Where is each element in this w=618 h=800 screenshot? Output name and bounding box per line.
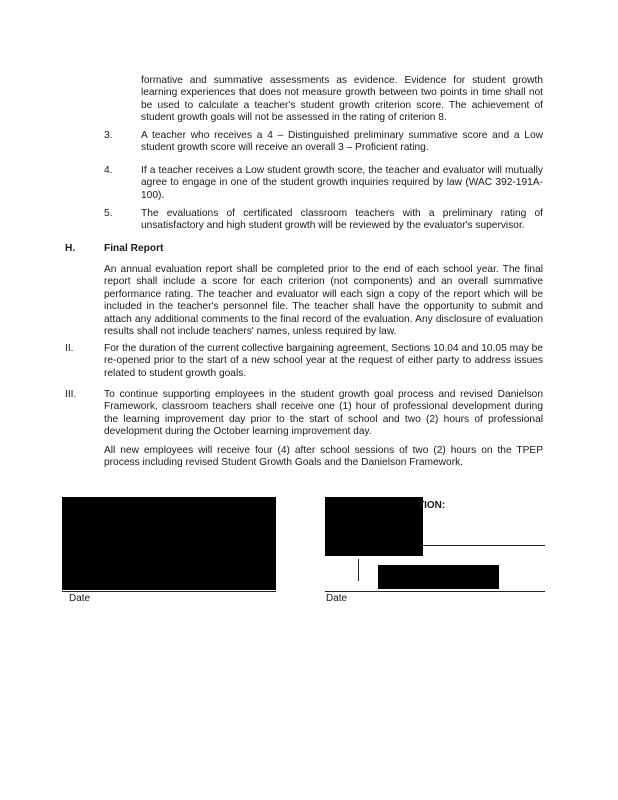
item-text: The evaluations of certificated classroom teachers with a preliminary rating of unsatisfactory and high student growth will be reviewed by the evaluator's supervisor.: [141, 208, 543, 232]
section-number: III.: [65, 389, 77, 400]
item-number: 5.: [104, 208, 113, 219]
section-body: For the duration of the current collective bargaining agreement, Sections 10.04 and 10.05 may be re-opened prior to the start of a new school year at the request of either party to address issues related to student growth goals.: [104, 343, 543, 379]
intro-paragraph: formative and summative assessments as evidence. Evidence for student growth learning experiences that does not measure growth between two points in time shall not be used to calculate a teacher's student growth criterion score. The achievement of student growth goals will not be assessed in the rating of criterion 8.: [141, 75, 543, 124]
section-number: II.: [65, 343, 74, 354]
redaction-block-right: [325, 497, 423, 556]
date-label-left: Date: [69, 593, 91, 604]
date-label-right: Date: [326, 593, 348, 604]
section-title: Final Report: [104, 243, 164, 254]
item-number: 4.: [104, 165, 113, 176]
item-text: If a teacher receives a Low student growth score, the teacher and evaluator will mutually agree to engage in one of the student growth inquiries required by law (WAC 392-191A-100).: [141, 165, 543, 201]
redaction-block-right-lower: [378, 565, 499, 589]
item-number: 3.: [104, 130, 113, 141]
signature-line-left: [62, 591, 276, 592]
section-body-2: All new employees will receive four (4) after school sessions of two (2) hours on the TPEP process including revised Student Growth Goals and the Danielson Framework.: [104, 445, 543, 469]
redaction-block-left: [62, 497, 276, 590]
item-text: A teacher who receives a 4 – Distinguished preliminary summative score and a Low student growth score will receive an overall 3 – Proficient rating.: [141, 130, 543, 154]
signature-heading-fragment: TION:: [418, 500, 446, 511]
signature-line-upper: [423, 545, 545, 546]
signature-line-right: [325, 591, 545, 592]
section-letter: H.: [65, 243, 76, 254]
section-body: An annual evaluation report shall be completed prior to the end of each school year. The final report shall include a score for each criterion (not components) and an overall summative performance rating. The teacher and evaluator will each sign a copy of the report which will be included in the teacher's personnel file. The teacher shall have the opportunity to submit and attach any additional comments to the final record of the evaluation. Any disclosure of evaluation results shall not include teachers' names, unless required by law.: [104, 264, 543, 338]
signature-stroke: [358, 559, 359, 581]
section-body: To continue supporting employees in the student growth goal process and revised Danielson Framework, classroom teachers shall receive one (1) hour of professional development during the learning improvement day prior to the start of school and two (2) hours of professional development during the October learning improvement day.: [104, 389, 543, 438]
